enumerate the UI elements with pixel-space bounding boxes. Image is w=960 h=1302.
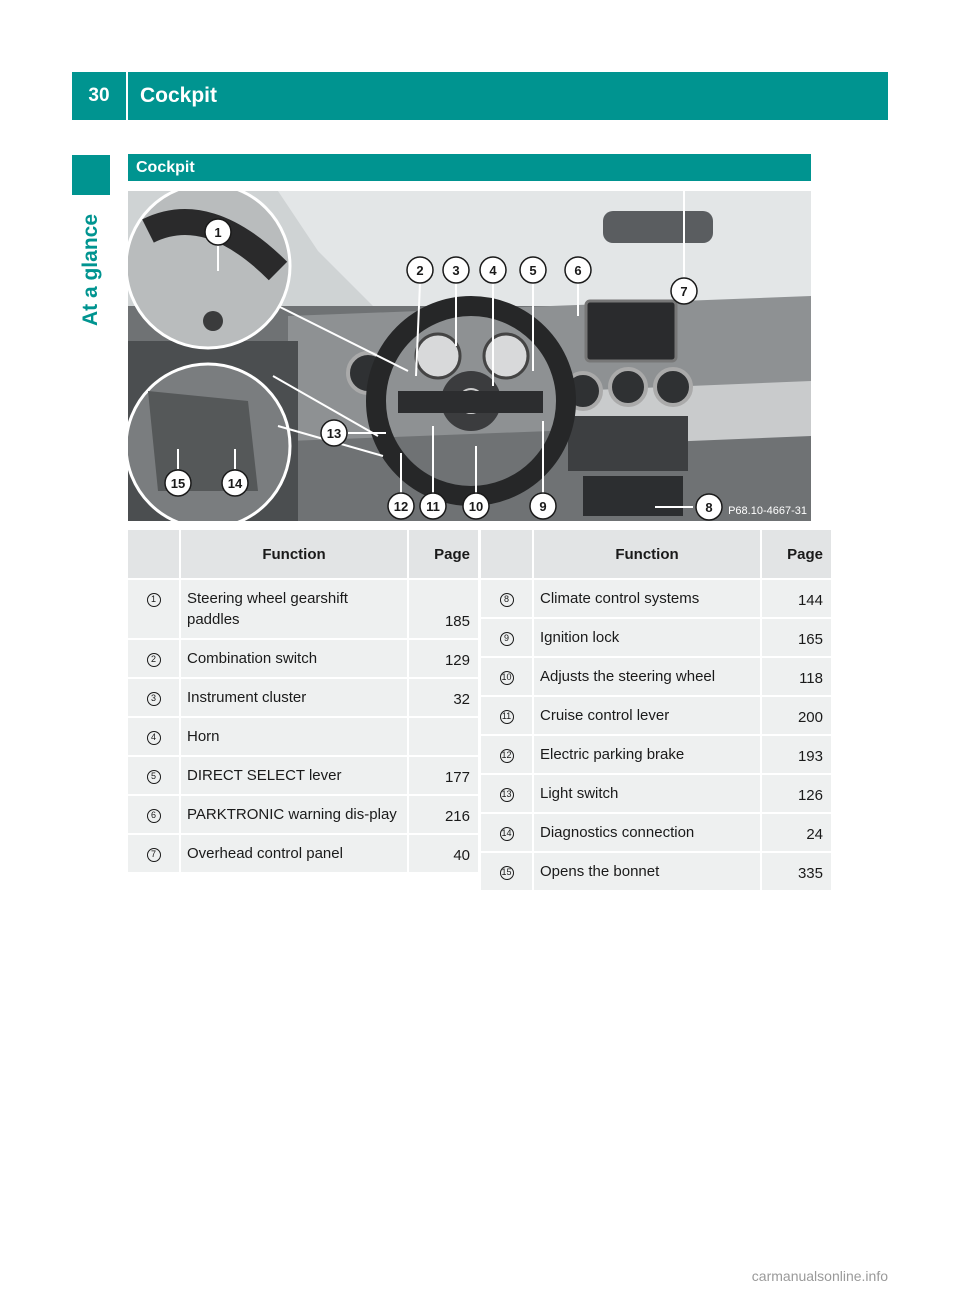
function-text: Adjusts the steering wheel	[534, 658, 762, 697]
page-reference[interactable]: 216	[409, 796, 480, 835]
function-text: Instrument cluster	[181, 679, 409, 718]
section-title: Cockpit	[128, 154, 811, 181]
table-row	[481, 736, 833, 775]
page-reference[interactable]: 24	[762, 814, 833, 853]
function-text: PARKTRONIC warning dis-play	[181, 796, 409, 835]
table-row	[128, 580, 480, 640]
item-number: 11	[500, 710, 514, 724]
cockpit-photo	[128, 191, 811, 521]
table-row	[481, 814, 833, 853]
callout-6: 6	[574, 263, 582, 278]
page-reference[interactable]: 177	[409, 757, 480, 796]
function-text: Steering wheel gearshift paddles	[181, 580, 409, 640]
item-number: 14	[500, 827, 514, 841]
function-text: DIRECT SELECT lever	[181, 757, 409, 796]
callout-14: 14	[227, 476, 243, 491]
table-row	[128, 835, 480, 874]
table-row	[481, 853, 833, 892]
function-text: Light switch	[534, 775, 762, 814]
callout-8: 8	[705, 500, 713, 515]
page-number: 30	[72, 72, 128, 120]
table-header-row	[128, 530, 480, 580]
image-reference-code: P68.10-4667-31	[728, 505, 807, 517]
page-reference[interactable]: 200	[762, 697, 833, 736]
page-reference[interactable]: 165	[762, 619, 833, 658]
header-page: Page	[409, 530, 480, 580]
table-row	[128, 640, 480, 679]
header-number-cell	[128, 530, 181, 580]
item-number: 2	[147, 653, 161, 667]
function-text: Overhead control panel	[181, 835, 409, 874]
item-number: 10	[500, 671, 514, 685]
page-header	[72, 72, 888, 120]
table-row	[481, 580, 833, 619]
watermark-text: carmanualsonline.info	[751, 1268, 888, 1284]
page-reference[interactable]: 193	[762, 736, 833, 775]
item-number: 9	[500, 632, 514, 646]
table-row	[128, 757, 480, 796]
callout-7: 7	[680, 284, 688, 299]
side-tab-marker	[72, 155, 110, 195]
callout-15: 15	[170, 476, 186, 491]
page-reference[interactable]: 126	[762, 775, 833, 814]
table-row	[128, 718, 480, 757]
page-reference[interactable]: 32	[409, 679, 480, 718]
table-row	[481, 658, 833, 697]
header-function: Function	[534, 530, 762, 580]
function-text: Climate control systems	[534, 580, 762, 619]
function-text: Diagnostics connection	[534, 814, 762, 853]
page-reference[interactable]: 144	[762, 580, 833, 619]
header-page: Page	[762, 530, 833, 580]
table-header-row	[481, 530, 833, 580]
item-number: 4	[147, 731, 161, 745]
page-reference[interactable]: 40	[409, 835, 480, 874]
callout-12: 12	[393, 499, 409, 514]
function-table-right	[481, 530, 833, 892]
cockpit-illustration	[128, 191, 811, 521]
side-tab	[70, 200, 112, 340]
page-reference[interactable]: 129	[409, 640, 480, 679]
function-text: Electric parking brake	[534, 736, 762, 775]
side-tab-label: At a glance	[79, 213, 102, 327]
callout-13: 13	[326, 426, 342, 441]
page-reference[interactable]: 185	[409, 580, 480, 640]
item-number: 5	[147, 770, 161, 784]
item-number: 7	[147, 848, 161, 862]
item-number: 3	[147, 692, 161, 706]
callout-1: 1	[214, 225, 222, 240]
function-text: Horn	[181, 718, 409, 757]
item-number: 12	[500, 749, 514, 763]
function-text: Opens the bonnet	[534, 853, 762, 892]
function-text: Ignition lock	[534, 619, 762, 658]
chapter-title: Cockpit	[140, 84, 218, 107]
function-text: Cruise control lever	[534, 697, 762, 736]
callout-5: 5	[529, 263, 537, 278]
table-row	[481, 775, 833, 814]
header-function: Function	[181, 530, 409, 580]
item-number: 1	[147, 593, 161, 607]
header-number-cell	[481, 530, 534, 580]
function-text: Combination switch	[181, 640, 409, 679]
table-row	[128, 796, 480, 835]
table-row	[481, 619, 833, 658]
function-table-left	[128, 530, 480, 874]
item-number: 6	[147, 809, 161, 823]
page-reference[interactable]: 118	[762, 658, 833, 697]
table-row	[128, 679, 480, 718]
page-reference[interactable]: 335	[762, 853, 833, 892]
callout-9: 9	[539, 499, 547, 514]
item-number: 13	[500, 788, 514, 802]
callout-11: 11	[426, 499, 440, 514]
callout-3: 3	[452, 263, 460, 278]
callout-10: 10	[468, 499, 484, 514]
callout-4: 4	[489, 263, 497, 278]
table-row	[481, 697, 833, 736]
callout-2: 2	[416, 263, 424, 278]
item-number: 15	[500, 866, 514, 880]
page-reference	[409, 718, 480, 757]
item-number: 8	[500, 593, 514, 607]
